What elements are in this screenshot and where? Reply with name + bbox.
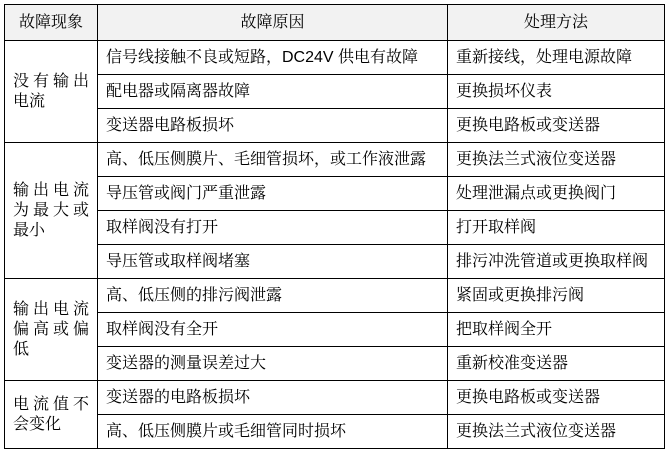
treatment-cell: 更换法兰式液位变送器 xyxy=(448,143,665,177)
cause-cell: 变送器电路板损坏 xyxy=(98,109,448,143)
phenomenon-cell: 没有输出电流 xyxy=(5,41,98,143)
table-row xyxy=(5,75,665,109)
treatment-cell: 排污冲洗管道或更换取样阀 xyxy=(448,245,665,279)
table-row xyxy=(5,381,665,415)
cause-cell: 配电器或隔离器故障 xyxy=(98,75,448,109)
table-row xyxy=(5,143,665,177)
cause-cell: 取样阀没有打开 xyxy=(98,211,448,245)
cause-cell: 变送器的电路板损坏 xyxy=(98,381,448,415)
treatment-cell: 更换损坏仪表 xyxy=(448,75,665,109)
table-row xyxy=(5,177,665,211)
col-header-treatment: 处理方法 xyxy=(448,5,665,41)
table-row xyxy=(5,347,665,381)
cause-cell: 高、低压侧膜片、毛细管损坏，或工作液泄露 xyxy=(98,143,448,177)
cause-cell: 高、低压侧的排污阀泄露 xyxy=(98,279,448,313)
cause-cell: 导压管或取样阀堵塞 xyxy=(98,245,448,279)
phenomenon-cell: 输出电流为最大或最小 xyxy=(5,143,98,279)
table-row xyxy=(5,211,665,245)
table-row xyxy=(5,245,665,279)
treatment-cell: 把取样阀全开 xyxy=(448,313,665,347)
table-row xyxy=(5,109,665,143)
cause-cell: 高、低压侧膜片或毛细管同时损坏 xyxy=(98,415,448,449)
treatment-cell: 更换法兰式液位变送器 xyxy=(448,415,665,449)
treatment-cell: 处理泄漏点或更换阀门 xyxy=(448,177,665,211)
cause-cell: 信号线接触不良或短路，DC24V 供电有故障 xyxy=(98,41,448,75)
cause-cell: 变送器的测量误差过大 xyxy=(98,347,448,381)
cause-cell: 导压管或阀门严重泄露 xyxy=(98,177,448,211)
table-body xyxy=(5,41,665,449)
document-page xyxy=(0,4,669,450)
phenomenon-cell: 电流值不会变化 xyxy=(5,381,98,449)
table-row xyxy=(5,313,665,347)
treatment-cell: 重新校准变送器 xyxy=(448,347,665,381)
col-header-cause: 故障原因 xyxy=(98,5,448,41)
table-row xyxy=(5,415,665,449)
treatment-cell: 打开取样阀 xyxy=(448,211,665,245)
table-row xyxy=(5,41,665,75)
treatment-cell: 更换电路板或变送器 xyxy=(448,109,665,143)
cause-cell: 取样阀没有全开 xyxy=(98,313,448,347)
treatment-cell: 更换电路板或变送器 xyxy=(448,381,665,415)
table-row xyxy=(5,279,665,313)
col-header-phenomenon: 故障现象 xyxy=(5,5,98,41)
treatment-cell: 重新接线，处理电源故障 xyxy=(448,41,665,75)
fault-troubleshooting-table xyxy=(4,4,665,449)
header-row xyxy=(5,5,665,41)
phenomenon-cell: 输出电流偏高或偏低 xyxy=(5,279,98,381)
treatment-cell: 紧固或更换排污阀 xyxy=(448,279,665,313)
